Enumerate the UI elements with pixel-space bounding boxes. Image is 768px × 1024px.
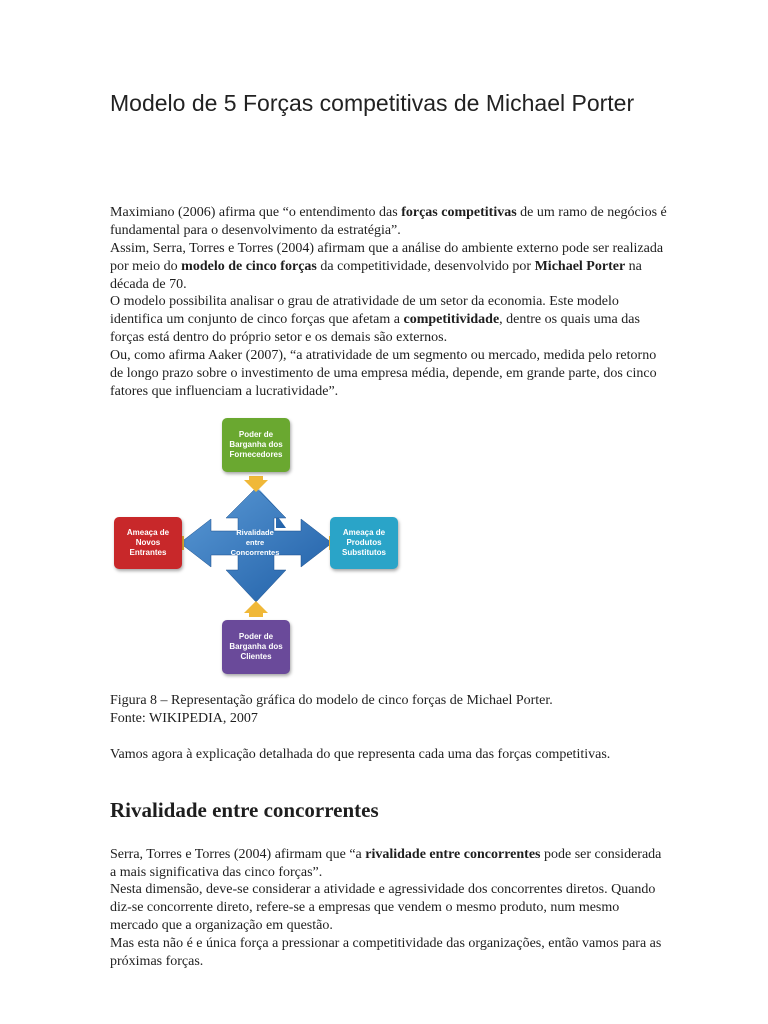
- text-run: Fonte: WIKIPEDIA, 2007: [110, 711, 258, 726]
- supplier-power-label: Poder de Barganha dos Fornecedores: [229, 430, 283, 459]
- text-run: Nesta dimensão, deve-se considerar a atividade e agressividade dos concorrentes diretos. Quando diz-se concorrente direto, refere-se a empresas que vendem o mesmo produto, num mesmo mercado que a organização em questão.: [110, 882, 656, 933]
- five-forces-diagram: [108, 414, 402, 676]
- paragraph-intro-forces: [110, 746, 670, 764]
- substitutes-box: [330, 517, 398, 569]
- new-entrants-label: Ameaça de Novos Entrantes: [126, 528, 170, 557]
- new-entrants-box: [114, 517, 182, 569]
- substitutes-label: Ameaça de Produtos Substitutos: [342, 528, 386, 557]
- text-run: Mas esta não é e única força a pressionar a competitividade das organizações, então vamos para as próximas forças.: [110, 936, 662, 969]
- supplier-power-box: [222, 418, 290, 472]
- buyer-power-label: Poder de Barganha dos Clientes: [229, 632, 283, 661]
- text-run: de um ramo de negócios é fundamental para o desenvolvimento da estratégia”.: [110, 205, 667, 238]
- text-run: Maximiano (2006) afirma que “o entendimento das: [110, 205, 402, 220]
- figure-source: [110, 710, 670, 728]
- text-run: , dentre os quais uma das forças está dentro do próprio setor e os demais são externos.: [110, 311, 640, 345]
- text-run: da competitividade, desenvolvido por: [316, 258, 535, 274]
- text-run: Serra, Torres e Torres (2004) afirmam que “a: [110, 847, 366, 862]
- rivalry-label: Rivalidade entre Concorrentes: [230, 528, 280, 557]
- paragraph-serra-torres: [110, 240, 670, 293]
- paragraph-aaker: [110, 347, 670, 400]
- section-heading: Rivalidade entre concorrentes: [110, 798, 379, 822]
- text-run: Assim, Serra, Torres e Torres (2004) afirmam que a análise do ambiente externo pode ser realizada por meio do: [110, 241, 664, 274]
- text-run: Ou, como afirma Aaker (2007), “a atratividade de um segmento ou mercado, medida pelo retorno de longo prazo sobre o investimento de uma empresa média, depende, em grande parte, dos cinco fatores que influenciam a lucratividade”.: [110, 348, 657, 399]
- paragraph-modelo: [110, 293, 670, 346]
- paragraph-proximas-forcas: [110, 935, 670, 971]
- bold-text: Michael Porter: [534, 258, 626, 274]
- text-run: na década de 70.: [110, 258, 642, 292]
- text-run: O modelo possibilita analisar o grau de atratividade de um setor da economia. Este modelo identifica um conjunto de cinco forças que afetam a: [110, 294, 619, 327]
- paragraph-dimensao: [110, 881, 670, 934]
- supplier-arrow-tip: [244, 476, 268, 492]
- figure-caption: [110, 692, 670, 710]
- text-run: pode ser considerada a mais significativa das cinco forças”.: [110, 847, 662, 880]
- paragraph-maximiano: [110, 204, 670, 240]
- bold-text: rivalidade entre concorrentes: [365, 847, 541, 862]
- bold-text: competitividade: [403, 311, 500, 327]
- bold-text: modelo de cinco forças: [181, 258, 317, 274]
- text-run: Figura 8 – Representação gráfica do modelo de cinco forças de Michael Porter.: [110, 693, 553, 708]
- client-arrow-tip: [244, 601, 268, 617]
- text-run: Vamos agora à explicação detalhada do que representa cada uma das forças competitivas.: [110, 747, 611, 762]
- buyer-power-box: [222, 620, 290, 674]
- page-title: Modelo de 5 Forças competitivas de Michael Porter: [110, 90, 635, 116]
- paragraph-rivalidade: [110, 846, 670, 882]
- bold-text: forças competitivas: [401, 205, 517, 220]
